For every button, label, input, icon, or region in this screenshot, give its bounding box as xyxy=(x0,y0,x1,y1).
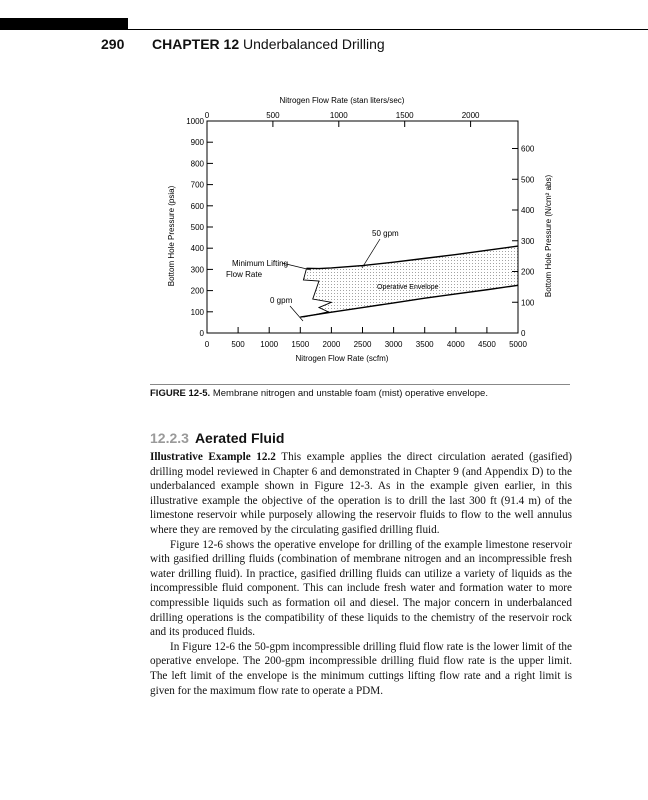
page-number: 290 xyxy=(101,36,125,52)
y2-tick-label: 100 xyxy=(521,298,535,308)
caption-rule xyxy=(150,384,570,385)
y-tick-label: 700 xyxy=(190,180,204,190)
x2-tick-label: 500 xyxy=(266,111,280,120)
figure-caption xyxy=(150,388,580,399)
y2-tick-label: 200 xyxy=(521,267,535,277)
y-tick-label: 800 xyxy=(190,159,204,169)
x-tick-label: 2500 xyxy=(353,340,372,349)
section-title: Aerated Fluid xyxy=(194,430,285,446)
leader-0gpm xyxy=(290,306,303,321)
running-head xyxy=(152,36,385,52)
y-axis-title: Bottom Hole Pressure (psia) xyxy=(167,185,176,287)
section-number: 12.2.3 xyxy=(150,430,189,446)
y-tick-label: 200 xyxy=(190,286,204,296)
y2-axis-title: Bottom Hole Pressure (N/cm² abs) xyxy=(544,174,553,298)
example-lead: Illustrative Example 12.2 xyxy=(150,451,276,463)
operative-envelope-chart xyxy=(150,88,560,378)
y-tick-label: 900 xyxy=(190,138,204,148)
x-tick-label: 2000 xyxy=(322,340,341,349)
x-tick-label: 3500 xyxy=(415,340,434,349)
section-heading xyxy=(150,430,284,446)
x-tick-label: 4000 xyxy=(446,340,465,349)
header-rule xyxy=(128,29,648,30)
y-tick-label: 600 xyxy=(190,201,204,211)
y-tick-label: 100 xyxy=(190,307,204,317)
y2-tick-label: 400 xyxy=(521,206,535,216)
y2-tick-label: 300 xyxy=(521,236,535,246)
y-tick-label: 500 xyxy=(190,223,204,232)
x-tick-label: 1500 xyxy=(291,340,310,349)
caption-text: Membrane nitrogen and unstable foam (mist) operative envelope. xyxy=(212,388,488,399)
y-tick-label: 0 xyxy=(199,329,204,338)
x-axis-title: Nitrogen Flow Rate (scfm) xyxy=(295,354,389,363)
chapter-title: Underbalanced Drilling xyxy=(243,36,385,52)
x-tick-label: 1000 xyxy=(260,340,279,349)
y2-tick-label: 600 xyxy=(521,144,535,154)
label-min-lifting-2: Flow Rate xyxy=(226,270,263,279)
caption-label: FIGURE 12-5. xyxy=(150,388,211,399)
y2-tick-label: 0 xyxy=(521,329,526,338)
x-tick-label: 5000 xyxy=(509,340,527,349)
header-bar xyxy=(0,18,128,30)
label-operative-envelope: Operative Envelope xyxy=(377,284,439,291)
x2-tick-label: 1500 xyxy=(395,111,414,120)
label-min-lifting-1: Minimum Lifting xyxy=(232,259,289,268)
body-text xyxy=(150,450,572,698)
x-tick-label: 4500 xyxy=(478,340,496,349)
paragraph: Figure 12-6 shows the operative envelope for drilling of the example limestone reservoir with gasified drilling fluids (combination of membrane nitrogen and an incompressible fresh water drilling fluid). In practice, gasified drilling fluids can utilize a variety of liquids as the incompressible fluid component. This can include fresh water and formation water to more compressible liquids such as formation oil and diesel. The major concern in underbalanced drilling operations is the compatibility of these liquids to the chemistry of the reservoir rock and its produced fluids. xyxy=(150,538,572,639)
label-50gpm: 50 gpm xyxy=(372,229,399,238)
page-header xyxy=(0,36,648,56)
y-tick-label: 1000 xyxy=(186,117,204,126)
chapter-label: CHAPTER 12 xyxy=(152,36,240,52)
operative-envelope-area xyxy=(300,246,518,317)
y-tick-label: 300 xyxy=(190,265,204,275)
x2-tick-label: 2000 xyxy=(461,111,480,120)
paragraph: In Figure 12-6 the 50-gpm incompressible drilling fluid flow rate is the lower limit of the operative envelope. The 200-gpm incompressible drilling fluid flow rate is the upper limit. The left limit of the envelope is the minimum cuttings lifting flow rate and a right limit is given for the maximum flow rate to operate a PDM. xyxy=(150,640,572,697)
x2-tick-label: 1000 xyxy=(329,111,348,120)
y2-tick-label: 500 xyxy=(521,175,535,185)
x-tick-label: 500 xyxy=(231,340,245,349)
x-tick-label: 0 xyxy=(204,340,210,349)
x2-tick-label: 0 xyxy=(204,111,210,120)
y-tick-label: 400 xyxy=(190,244,204,254)
x-tick-label: 3000 xyxy=(384,340,403,349)
paragraph: Illustrative Example 12.2 This example applies the direct circulation aerated (gasified) drilling model reviewed in Chapter 6 and demonstrated in Chapter 9 (and Appendix D) to the underbalanced example shown in Figure 12-3. As in the example given earlier, in this illustrative example the objective of the operation is to drill the last 300 ft (91.4 m) of the limestone reservoir while purposely allowing the reservoir fluids to flow to the well annulus where they are removed by the circulating gasified drilling fluid. xyxy=(150,451,572,536)
x2-axis-title: Nitrogen Flow Rate (stan liters/sec) xyxy=(279,96,405,105)
label-0gpm: 0 gpm xyxy=(270,296,293,305)
